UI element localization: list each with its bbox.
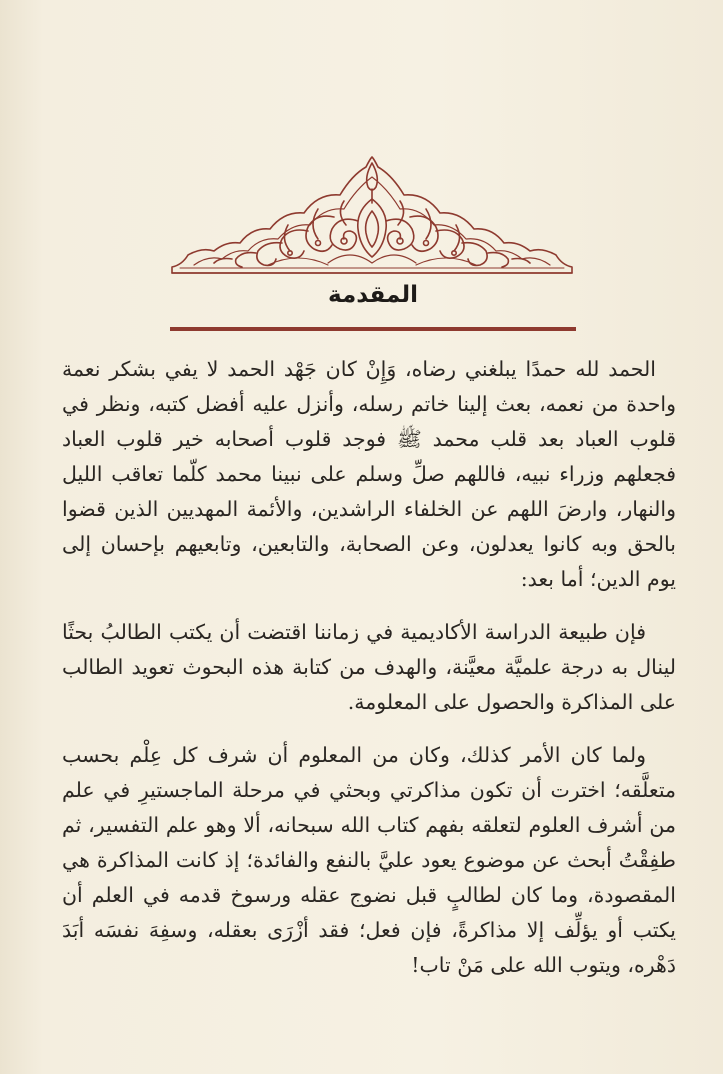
body-text <box>62 352 676 1001</box>
arabesque-headpiece-icon <box>168 155 576 280</box>
paragraph-intro: الحمد لله حمدًا يبلغني رضاه، وَإِنْ كان جَهْد الحمد لا يفي بشكر نعمة واحدة من نعمه، بعث إلينا خاتم رسله، وأنزل عليه أفضل كتبه، ونظر في قلوب العباد بعد قلب محمد ﷺ فوجد قلوب أصحابه خير قلوب العباد فجعلهم وزراء نبيه، فاللهم صلِّ وسلم على نبينا محمد كلّما تعاقب الليل والنهار، وارضَ اللهم عن الخلفاء الراشدين، والأئمة المهديين الذين قضوا بالحق وبه كانوا يعدلون، وعن الصحابة، والتابعين، وتابعيهم بإحسان إلى يوم الدين؛ أما بعد: <box>62 357 677 591</box>
heading-underline <box>170 327 576 331</box>
paragraph-academic-study: فإن طبيعة الدراسة الأكاديمية في زماننا اقتضت أن يكتب الطالبُ بحثًا لينال به درجة علميَّة معيَّنة، والهدف من كتابة هذه البحوث تعويد الطالب على المذاكرة والحصول على المعلومة. <box>62 620 676 714</box>
paragraph-topic-choice: ولما كان الأمر كذلك، وكان من المعلوم أن شرف كل عِلْم بحسب متعلَّقه؛ اخترت أن تكون مذاكرتي وبحثي في مرحلة الماجستيرِ في علم من أشرف العلوم لتعلقه بفهم كتاب الله سبحانه، ألا وهو علم التفسير، ثم طفِقْتُ أبحث عن موضوع يعود عليَّ بالنفع والفائدة؛ إذ كانت المذاكرة هي المقصودة، وما كان لطالبٍ قبل نضوج عقله ورسوخ قدمه في العلم أن يكتب أو يؤلِّف إلا مذاكرةً، فإن فعل؛ فقد أزْرَى بعقله، وسفِهَ نفسَه أبَدَ دَهْره، ويتوب الله على مَنْ تاب! <box>62 743 676 977</box>
chapter-heading: المقدمة <box>328 282 418 308</box>
